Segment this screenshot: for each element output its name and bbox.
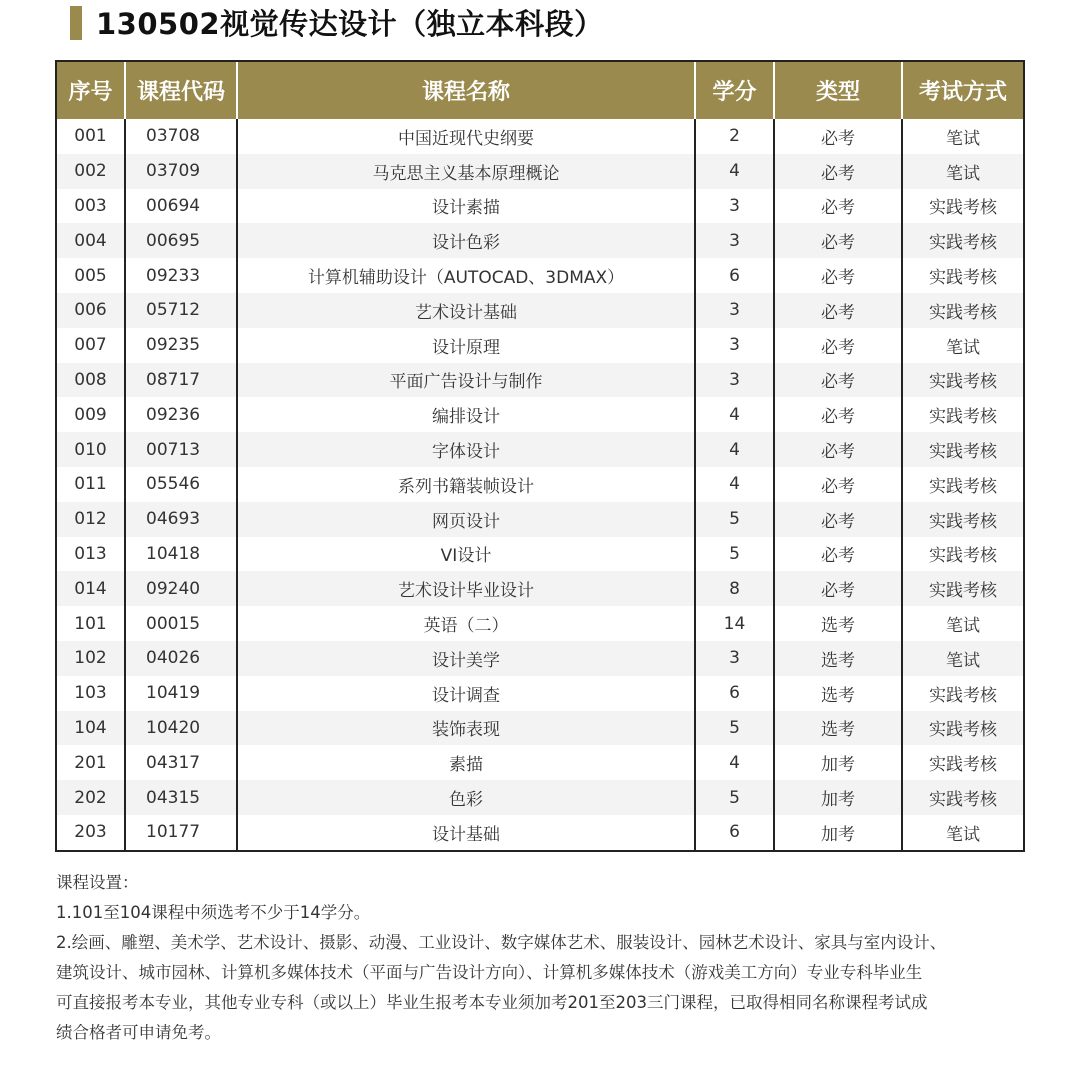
- cell-exam-method: 实践考核: [902, 780, 1023, 815]
- table-row: [57, 397, 1023, 432]
- table-row: [57, 328, 1023, 363]
- cell-course-name: 设计色彩: [237, 223, 695, 258]
- cell-index: 007: [57, 328, 125, 363]
- cell-type: 选考: [774, 676, 902, 711]
- cell-type: 必考: [774, 502, 902, 537]
- header-credits: 学分: [695, 62, 774, 119]
- cell-course-name: 设计素描: [237, 189, 695, 224]
- table-row: [57, 189, 1023, 224]
- cell-course-code: 00695: [125, 223, 237, 258]
- table-row: [57, 467, 1023, 502]
- cell-course-name: 艺术设计基础: [237, 293, 695, 328]
- cell-exam-method: 笔试: [946, 337, 980, 358]
- cell-credits: 2: [695, 119, 774, 154]
- cell-exam-method: 笔试: [946, 616, 980, 637]
- cell-index: 001: [57, 119, 125, 154]
- cell-index: 003: [57, 189, 125, 224]
- cell-exam-method: 实践考核: [902, 363, 1023, 398]
- cell-type: 必考: [774, 154, 902, 189]
- cell-course-code: 04693: [125, 502, 237, 537]
- table-row: [57, 537, 1023, 572]
- cell-credits: 14: [695, 606, 774, 641]
- cell-course-name: 设计调查: [237, 676, 695, 711]
- cell-course-name: VI设计: [237, 537, 695, 572]
- cell-course-name: 色彩: [237, 780, 695, 815]
- notes-item-2-line-1: 2.绘画、雕塑、美术学、艺术设计、摄影、动漫、工业设计、数字媒体艺术、服装设计、园林艺术设计、家具与室内设计、: [56, 933, 947, 952]
- cell-exam-method: 实践考核: [929, 198, 997, 219]
- cell-course-name: 中国近现代史纲要: [237, 119, 695, 154]
- cell-exam-method: 实践考核: [902, 502, 1023, 537]
- cell-course-code: 05546: [125, 467, 237, 502]
- header-course-code: 课程代码: [125, 62, 237, 119]
- cell-credits: 4: [695, 154, 774, 189]
- cell-course-code: 00015: [125, 606, 237, 641]
- cell-credits: 5: [695, 537, 774, 572]
- cell-credits: 4: [695, 397, 774, 432]
- cell-exam-method: 实践考核: [929, 407, 997, 428]
- cell-index: 008: [57, 363, 125, 398]
- cell-type: 加考: [774, 815, 902, 850]
- cell-course-code: 10420: [125, 711, 237, 746]
- cell-course-code: 09240: [125, 571, 237, 606]
- cell-index: 002: [57, 154, 125, 189]
- cell-exam-method: 笔试: [946, 128, 980, 149]
- cell-exam-method: 实践考核: [902, 571, 1023, 606]
- course-notes: [56, 868, 1046, 1048]
- notes-item-2-line-4: 绩合格者可申请免考。: [56, 1023, 221, 1042]
- title-accent-bar: [70, 6, 82, 40]
- cell-type: 必考: [774, 119, 902, 154]
- cell-type: 必考: [774, 328, 902, 363]
- table-row: [57, 119, 1023, 154]
- cell-type: 选考: [774, 711, 902, 746]
- cell-exam-method: 实践考核: [902, 293, 1023, 328]
- cell-credits: 6: [695, 676, 774, 711]
- course-table: [55, 60, 1025, 852]
- table-row: [57, 606, 1023, 641]
- cell-credits: 5: [695, 780, 774, 815]
- cell-index: 203: [57, 815, 125, 850]
- cell-exam-method: 实践考核: [902, 432, 1023, 467]
- cell-credits: 3: [695, 328, 774, 363]
- cell-course-name: 字体设计: [237, 432, 695, 467]
- cell-type: 加考: [774, 780, 902, 815]
- cell-course-code: 00713: [125, 432, 237, 467]
- cell-credits: 3: [695, 641, 774, 676]
- cell-course-name: 网页设计: [237, 502, 695, 537]
- cell-exam-method: 实践考核: [929, 476, 997, 497]
- cell-course-name: 马克思主义基本原理概论: [237, 154, 695, 189]
- table-row: [57, 711, 1023, 746]
- table-header-row: [57, 62, 1023, 119]
- cell-course-code: 08717: [125, 363, 237, 398]
- cell-course-name: 素描: [237, 745, 695, 780]
- cell-type: 必考: [774, 363, 902, 398]
- table-row: [57, 363, 1023, 398]
- cell-course-name: 装饰表现: [237, 711, 695, 746]
- cell-index: 202: [57, 780, 125, 815]
- cell-index: 201: [57, 745, 125, 780]
- table-body: [57, 119, 1023, 850]
- table-row: [57, 223, 1023, 258]
- cell-index: 012: [57, 502, 125, 537]
- cell-course-code: 10419: [125, 676, 237, 711]
- cell-exam-method: 实践考核: [902, 711, 1023, 746]
- cell-credits: 3: [695, 189, 774, 224]
- cell-index: 004: [57, 223, 125, 258]
- cell-course-name: 设计美学: [237, 641, 695, 676]
- cell-type: 必考: [774, 397, 902, 432]
- cell-course-name: 系列书籍装帧设计: [237, 467, 695, 502]
- table-row: [57, 293, 1023, 328]
- cell-credits: 5: [695, 711, 774, 746]
- cell-credits: 3: [695, 223, 774, 258]
- cell-course-name: 英语（二）: [237, 606, 695, 641]
- cell-course-name: 设计基础: [237, 815, 695, 850]
- cell-course-name: 设计原理: [237, 328, 695, 363]
- table-row: [57, 815, 1023, 850]
- cell-course-code: 05712: [125, 293, 237, 328]
- cell-type: 必考: [774, 571, 902, 606]
- cell-exam-method: 实践考核: [929, 685, 997, 706]
- cell-course-code: 09236: [125, 397, 237, 432]
- cell-course-code: 09233: [125, 258, 237, 293]
- cell-course-code: 10177: [125, 815, 237, 850]
- cell-index: 006: [57, 293, 125, 328]
- cell-index: 102: [57, 641, 125, 676]
- cell-index: 104: [57, 711, 125, 746]
- cell-credits: 5: [695, 502, 774, 537]
- cell-course-name: 编排设计: [237, 397, 695, 432]
- cell-index: 013: [57, 537, 125, 572]
- cell-course-name: 平面广告设计与制作: [237, 363, 695, 398]
- notes-item-1: 1.101至104课程中须选考不少于14学分。: [56, 903, 371, 922]
- header-course-name: 课程名称: [237, 62, 695, 119]
- table-row: [57, 154, 1023, 189]
- cell-credits: 6: [695, 258, 774, 293]
- cell-index: 103: [57, 676, 125, 711]
- cell-type: 选考: [774, 606, 902, 641]
- cell-type: 必考: [774, 293, 902, 328]
- cell-exam-method: 实践考核: [902, 223, 1023, 258]
- cell-credits: 4: [695, 745, 774, 780]
- cell-course-code: 03708: [125, 119, 237, 154]
- cell-type: 必考: [774, 189, 902, 224]
- cell-course-code: 09235: [125, 328, 237, 363]
- cell-index: 011: [57, 467, 125, 502]
- cell-course-name: 计算机辅助设计（AUTOCAD、3DMAX）: [237, 258, 695, 293]
- cell-type: 必考: [774, 223, 902, 258]
- cell-course-name: 艺术设计毕业设计: [237, 571, 695, 606]
- cell-type: 必考: [774, 258, 902, 293]
- table-row: [57, 780, 1023, 815]
- table-row: [57, 258, 1023, 293]
- cell-course-code: 10418: [125, 537, 237, 572]
- header-exam-method: 考试方式: [902, 62, 1023, 119]
- table-row: [57, 571, 1023, 606]
- cell-exam-method: 笔试: [946, 824, 980, 845]
- cell-credits: 6: [695, 815, 774, 850]
- cell-credits: 4: [695, 432, 774, 467]
- header-type: 类型: [774, 62, 902, 119]
- cell-exam-method: 实践考核: [929, 755, 997, 776]
- table-row: [57, 502, 1023, 537]
- table-row: [57, 676, 1023, 711]
- header-index: 序号: [57, 62, 125, 119]
- cell-course-code: 04315: [125, 780, 237, 815]
- cell-course-code: 00694: [125, 189, 237, 224]
- cell-credits: 8: [695, 571, 774, 606]
- cell-credits: 3: [695, 363, 774, 398]
- page-title: 130502视觉传达设计（独立本科段）: [96, 7, 604, 41]
- table-row: [57, 432, 1023, 467]
- table-row: [57, 641, 1023, 676]
- cell-index: 014: [57, 571, 125, 606]
- cell-credits: 3: [695, 293, 774, 328]
- cell-course-code: 03709: [125, 154, 237, 189]
- cell-exam-method: 笔试: [902, 154, 1023, 189]
- cell-course-code: 04317: [125, 745, 237, 780]
- cell-type: 选考: [774, 641, 902, 676]
- cell-index: 101: [57, 606, 125, 641]
- notes-heading: 课程设置：: [56, 873, 139, 892]
- cell-index: 010: [57, 432, 125, 467]
- cell-type: 必考: [774, 432, 902, 467]
- table-row: [57, 745, 1023, 780]
- notes-item-2-line-3: 可直接报考本专业，其他专业专科（或以上）毕业生报考本专业须加考201至203三门课程，已取得相同名称课程考试成: [56, 993, 928, 1012]
- cell-exam-method: 笔试: [902, 641, 1023, 676]
- cell-exam-method: 实践考核: [929, 268, 997, 289]
- cell-credits: 4: [695, 467, 774, 502]
- notes-item-2-line-2: 建筑设计、城市园林、计算机多媒体技术（平面与广告设计方向）、计算机多媒体技术（游戏美工方向）专业专科毕业生: [56, 963, 923, 982]
- cell-type: 必考: [774, 467, 902, 502]
- cell-type: 加考: [774, 745, 902, 780]
- cell-type: 必考: [774, 537, 902, 572]
- cell-index: 009: [57, 397, 125, 432]
- cell-course-code: 04026: [125, 641, 237, 676]
- cell-exam-method: 实践考核: [929, 546, 997, 567]
- cell-index: 005: [57, 258, 125, 293]
